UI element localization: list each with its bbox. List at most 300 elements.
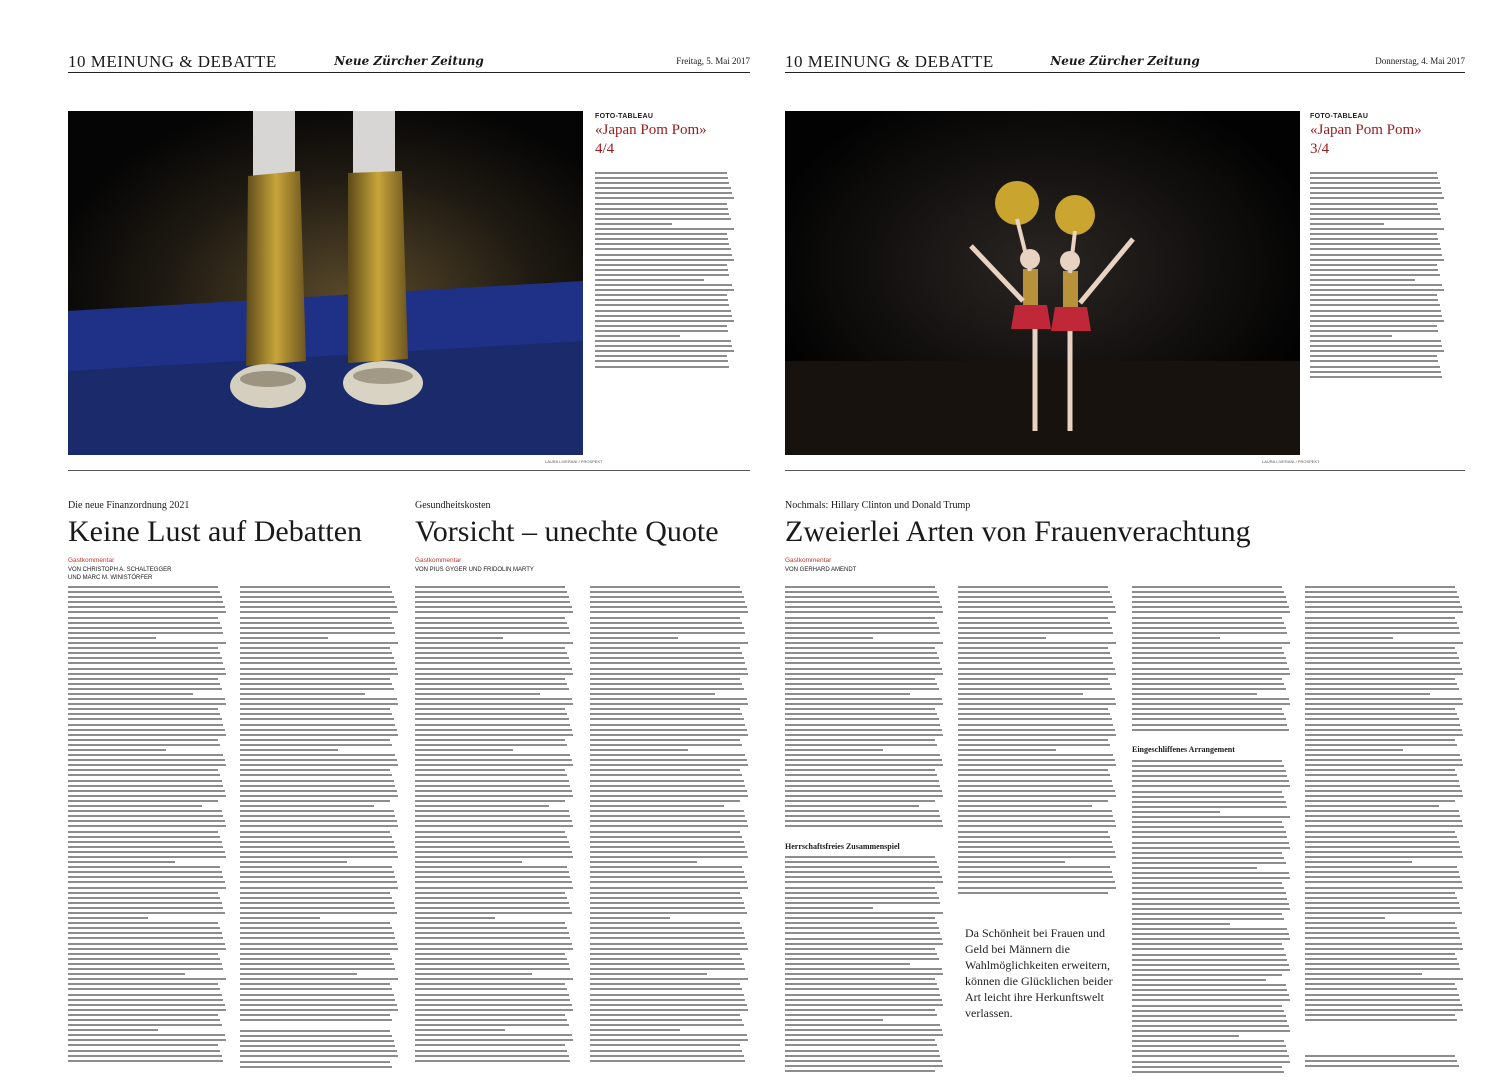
text-line	[785, 948, 935, 950]
text-line	[785, 881, 943, 883]
text-line	[595, 310, 731, 312]
text-line	[1305, 831, 1455, 833]
text-line	[590, 978, 748, 980]
text-line	[240, 825, 398, 827]
text-line	[1305, 810, 1459, 812]
text-line	[1305, 932, 1459, 934]
text-line	[1305, 774, 1457, 776]
text-line	[785, 764, 943, 766]
text-line	[785, 790, 942, 792]
text-line	[68, 734, 226, 736]
text-line	[1132, 1061, 1290, 1063]
text-line	[1132, 989, 1287, 991]
text-line	[785, 1039, 935, 1041]
article-body-column	[1132, 760, 1292, 1078]
text-line	[1132, 713, 1284, 715]
text-line	[595, 203, 727, 205]
text-line	[1310, 223, 1384, 225]
text-line	[68, 1050, 220, 1052]
text-line	[1305, 718, 1459, 720]
text-line	[1132, 785, 1290, 787]
text-line	[1310, 197, 1444, 199]
text-line	[68, 1029, 158, 1031]
text-line	[1305, 744, 1457, 746]
text-line	[590, 932, 744, 934]
text-line	[240, 734, 398, 736]
text-line	[68, 810, 222, 812]
issue-date: Freitag, 5. Mai 2017	[676, 56, 750, 66]
text-line	[68, 703, 226, 705]
text-line	[1305, 652, 1457, 654]
text-line	[1132, 979, 1266, 981]
article-body-column	[590, 586, 750, 1078]
text-line	[415, 673, 573, 675]
text-line	[240, 1050, 397, 1052]
text-line	[785, 601, 940, 603]
text-line	[68, 958, 220, 960]
text-line	[1310, 350, 1444, 352]
text-line	[595, 182, 729, 184]
text-line	[1305, 902, 1459, 904]
text-line	[1310, 366, 1440, 368]
text-line	[785, 729, 942, 731]
tableau-body-text	[1310, 172, 1445, 381]
text-line	[958, 774, 1110, 776]
text-line	[415, 647, 565, 649]
text-line	[1305, 713, 1457, 715]
text-line	[415, 810, 569, 812]
text-line	[68, 764, 226, 766]
text-line	[785, 1004, 943, 1006]
text-line	[68, 815, 223, 817]
text-line	[1305, 662, 1460, 664]
text-line	[785, 1029, 942, 1031]
text-line	[590, 922, 740, 924]
text-line	[1132, 586, 1282, 588]
text-line	[68, 897, 220, 899]
text-line	[590, 1004, 747, 1006]
text-line	[240, 922, 390, 924]
text-line	[785, 703, 943, 705]
text-line	[958, 744, 1110, 746]
text-line	[1310, 177, 1438, 179]
text-line	[1310, 345, 1442, 347]
text-line	[1132, 892, 1286, 894]
text-line	[415, 622, 567, 624]
text-line	[240, 963, 394, 965]
text-line	[958, 652, 1110, 654]
text-line	[1132, 683, 1284, 685]
text-line	[1132, 1015, 1286, 1017]
text-line	[1305, 729, 1462, 731]
text-line	[785, 713, 937, 715]
text-line	[68, 973, 185, 975]
text-line	[785, 668, 942, 670]
text-line	[590, 668, 747, 670]
text-line	[415, 678, 565, 680]
text-line	[68, 836, 220, 838]
text-line	[958, 831, 1108, 833]
text-line	[590, 678, 740, 680]
text-line	[1305, 759, 1462, 761]
text-line	[1132, 852, 1282, 854]
text-line	[785, 943, 943, 945]
text-line	[68, 795, 226, 797]
text-line	[595, 187, 731, 189]
text-line	[785, 744, 937, 746]
text-line	[785, 759, 942, 761]
text-line	[785, 785, 940, 787]
text-line	[68, 647, 218, 649]
text-line	[1305, 876, 1460, 878]
text-line	[240, 988, 392, 990]
text-line	[958, 617, 1108, 619]
text-line	[785, 657, 939, 659]
text-line	[1132, 1025, 1289, 1027]
text-line	[415, 734, 573, 736]
text-line	[68, 1004, 225, 1006]
text-line	[1310, 376, 1442, 378]
text-line	[590, 876, 745, 878]
text-line	[68, 953, 218, 955]
text-line	[240, 622, 392, 624]
masthead	[68, 50, 750, 73]
text-line	[785, 734, 943, 736]
text-line	[1132, 775, 1287, 777]
text-line	[958, 769, 1108, 771]
photo-sequin-boots	[68, 111, 583, 455]
text-line	[590, 902, 744, 904]
tableau-title: «Japan Pom Pom»	[1310, 122, 1422, 138]
text-line	[415, 892, 565, 894]
text-line	[785, 866, 939, 868]
text-line	[68, 871, 222, 873]
text-line	[590, 734, 748, 736]
text-line	[595, 208, 728, 210]
text-line	[785, 1009, 935, 1011]
text-line	[1305, 617, 1455, 619]
text-line	[590, 927, 742, 929]
text-line	[958, 881, 1115, 883]
text-line	[1305, 708, 1455, 710]
article-subheading: Herrschaftsfreies Zusammenspiel	[785, 842, 900, 851]
text-line	[785, 708, 935, 710]
text-line	[1132, 718, 1286, 720]
text-line	[590, 988, 742, 990]
text-line	[590, 907, 745, 909]
article-body-column	[958, 586, 1118, 901]
text-line	[590, 856, 748, 858]
text-line	[590, 764, 748, 766]
text-line	[1305, 647, 1455, 649]
text-line	[958, 642, 1116, 644]
text-line	[240, 1019, 392, 1021]
text-line	[240, 820, 397, 822]
text-line	[68, 627, 222, 629]
text-line	[68, 754, 223, 756]
text-line	[595, 218, 731, 220]
text-line	[590, 825, 748, 827]
text-line	[68, 902, 222, 904]
text-line	[68, 831, 218, 833]
text-line	[415, 683, 567, 685]
text-line	[1305, 1009, 1463, 1011]
text-line	[1132, 877, 1290, 879]
text-line	[240, 703, 398, 705]
text-line	[1305, 846, 1460, 848]
text-line	[415, 718, 569, 720]
text-line	[785, 1014, 937, 1016]
text-line	[1132, 1066, 1282, 1068]
text-line	[68, 718, 222, 720]
text-line	[1132, 954, 1286, 956]
text-line	[240, 729, 397, 731]
text-line	[68, 876, 223, 878]
text-line	[68, 805, 202, 807]
text-line	[1305, 611, 1463, 613]
text-line	[590, 744, 742, 746]
text-line	[415, 1009, 573, 1011]
text-line	[240, 836, 392, 838]
text-line	[415, 907, 570, 909]
text-line	[240, 642, 398, 644]
text-line	[1132, 627, 1286, 629]
text-line	[415, 927, 567, 929]
text-line	[1310, 315, 1442, 317]
author-bio	[240, 1030, 400, 1071]
text-line	[1305, 968, 1460, 970]
text-line	[240, 596, 394, 598]
text-line	[1132, 601, 1287, 603]
text-line	[240, 861, 347, 863]
text-line	[415, 973, 532, 975]
text-line	[1132, 974, 1282, 976]
text-line	[590, 774, 742, 776]
text-line	[415, 724, 570, 726]
text-line	[958, 820, 1115, 822]
text-line	[1305, 983, 1455, 985]
text-line	[240, 917, 320, 919]
text-line	[590, 688, 744, 690]
text-line	[590, 917, 670, 919]
text-line	[590, 958, 742, 960]
text-line	[415, 790, 572, 792]
text-line	[240, 795, 398, 797]
text-line	[785, 999, 942, 1001]
text-line	[1132, 673, 1290, 675]
text-line	[785, 749, 883, 751]
text-line	[68, 846, 223, 848]
tableau-title: «Japan Pom Pom»	[595, 122, 707, 138]
text-line	[785, 994, 940, 996]
issue-date: Donnerstag, 4. Mai 2017	[1375, 56, 1465, 66]
text-line	[1305, 693, 1430, 695]
text-line	[590, 836, 742, 838]
text-line	[240, 586, 390, 588]
text-line	[785, 958, 939, 960]
text-line	[68, 637, 156, 639]
text-line	[1132, 652, 1284, 654]
text-line	[240, 708, 390, 710]
text-line	[240, 881, 397, 883]
text-line	[785, 1055, 940, 1057]
text-line	[240, 866, 392, 868]
text-line	[1310, 320, 1444, 322]
text-line	[240, 683, 392, 685]
text-line	[1310, 243, 1440, 245]
text-line	[415, 795, 573, 797]
text-line	[415, 754, 570, 756]
text-line	[785, 897, 939, 899]
text-line	[590, 968, 745, 970]
text-line	[785, 1024, 940, 1026]
text-line	[590, 632, 745, 634]
text-line	[68, 708, 218, 710]
text-line	[590, 1044, 740, 1046]
text-line	[595, 304, 729, 306]
text-line	[68, 662, 223, 664]
text-line	[1132, 668, 1289, 670]
text-line	[785, 983, 937, 985]
text-line	[1132, 867, 1257, 869]
text-line	[68, 841, 222, 843]
text-line	[590, 713, 742, 715]
text-line	[1310, 299, 1438, 301]
text-line	[958, 739, 1108, 741]
text-line	[958, 622, 1110, 624]
text-line	[1305, 673, 1463, 675]
text-line	[240, 1040, 394, 1042]
text-line	[1132, 642, 1290, 644]
text-line	[1305, 734, 1463, 736]
text-line	[958, 724, 1113, 726]
text-line	[595, 223, 672, 225]
text-line	[240, 907, 395, 909]
text-line	[958, 673, 1116, 675]
text-line	[590, 841, 744, 843]
article-authors: VON CHRISTOPH A. SCHALTEGGER UND MARC M. WINISTÖRFER	[68, 567, 172, 581]
text-line	[1305, 795, 1463, 797]
text-line	[415, 937, 570, 939]
text-line	[1132, 1010, 1284, 1012]
photo-credit: LAURA LIVERANI / PROSPEKT	[1262, 459, 1320, 464]
text-line	[1132, 724, 1287, 726]
text-line	[415, 999, 570, 1001]
text-line	[415, 876, 570, 878]
text-line	[1132, 657, 1286, 659]
text-line	[240, 983, 390, 985]
text-line	[1305, 627, 1459, 629]
text-line	[958, 596, 1112, 598]
text-line	[68, 887, 226, 889]
text-line	[785, 861, 937, 863]
text-line	[240, 1030, 390, 1032]
text-line	[1305, 815, 1460, 817]
text-line	[68, 1014, 218, 1016]
text-line	[240, 780, 394, 782]
text-line	[958, 627, 1112, 629]
text-line	[68, 1024, 222, 1026]
text-line	[590, 662, 745, 664]
text-line	[240, 968, 395, 970]
text-line	[1132, 836, 1287, 838]
text-line	[240, 831, 390, 833]
text-line	[590, 994, 744, 996]
text-line	[415, 657, 569, 659]
text-line	[1310, 182, 1440, 184]
text-line	[1310, 274, 1440, 276]
text-line	[595, 254, 732, 256]
text-line	[1310, 279, 1415, 281]
text-line	[785, 678, 935, 680]
pull-quote: Da Schönheit bei Frauen und Geld bei Männern die Wahlmöglichkeiten erweitern, können die Glücklichen beider Art leicht ihre Herkunftswelt verlassen.	[965, 926, 1113, 1020]
text-line	[68, 729, 225, 731]
text-line	[590, 698, 747, 700]
text-line	[590, 657, 744, 659]
article-body-column	[68, 586, 228, 1078]
text-line	[785, 622, 937, 624]
text-line	[240, 841, 394, 843]
article-kicker: Die neue Finanzordnung 2021	[68, 500, 190, 511]
text-line	[958, 693, 1083, 695]
text-line	[1310, 233, 1437, 235]
text-line	[240, 856, 398, 858]
text-line	[1305, 754, 1460, 756]
text-line	[590, 673, 748, 675]
text-line	[68, 912, 225, 914]
text-line	[590, 953, 740, 955]
text-line	[1310, 289, 1444, 291]
text-line	[415, 606, 572, 608]
text-line	[1305, 892, 1455, 894]
text-line	[68, 790, 225, 792]
text-line	[785, 820, 942, 822]
text-line	[785, 611, 943, 613]
text-line	[240, 927, 392, 929]
text-line	[68, 800, 218, 802]
text-line	[785, 825, 943, 827]
text-line	[1305, 1019, 1457, 1021]
text-line	[590, 617, 740, 619]
text-line	[785, 739, 935, 741]
text-line	[1305, 606, 1462, 608]
text-line	[590, 831, 740, 833]
text-line	[590, 642, 748, 644]
text-line	[1132, 806, 1287, 808]
text-line	[1132, 862, 1286, 864]
text-line	[68, 1009, 226, 1011]
text-line	[415, 668, 572, 670]
text-line	[1132, 617, 1282, 619]
text-line	[415, 881, 572, 883]
text-line	[415, 703, 573, 705]
text-line	[1310, 228, 1444, 230]
text-line	[415, 831, 565, 833]
text-line	[595, 192, 732, 194]
text-line	[240, 637, 328, 639]
text-line	[958, 611, 1116, 613]
text-line	[240, 790, 397, 792]
text-line	[785, 907, 873, 909]
photo-credit: LAURA LIVERANI / PROSPEKT	[545, 459, 603, 464]
text-line	[415, 994, 569, 996]
text-line	[415, 1004, 572, 1006]
text-line	[415, 596, 569, 598]
text-line	[958, 703, 1116, 705]
text-line	[958, 637, 1046, 639]
text-line	[595, 355, 727, 357]
text-line	[590, 815, 745, 817]
